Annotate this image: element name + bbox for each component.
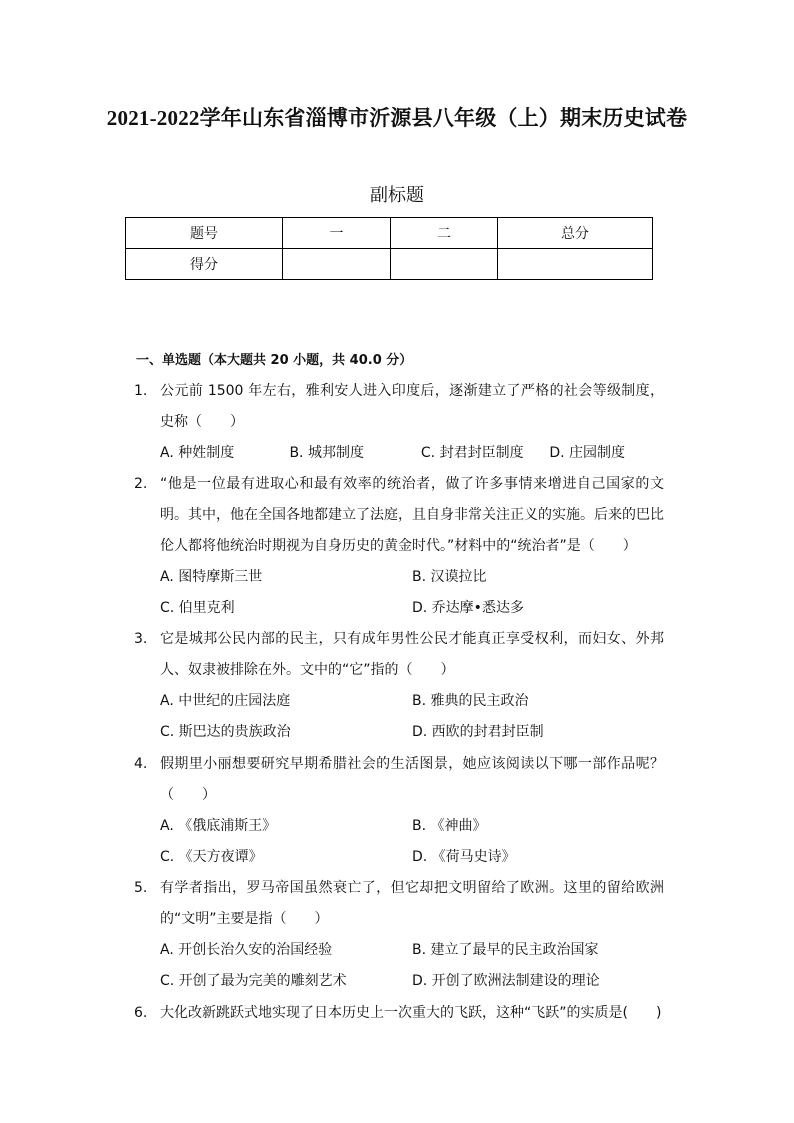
options-row bbox=[160, 717, 664, 748]
table-row bbox=[126, 249, 653, 280]
question-number: 3. bbox=[134, 631, 148, 647]
options-row bbox=[160, 686, 664, 717]
table-cell: 一 bbox=[283, 218, 391, 249]
table-cell: 二 bbox=[391, 218, 498, 249]
question-2 bbox=[134, 469, 664, 624]
question-6 bbox=[134, 998, 664, 1029]
option-a[interactable]: A. 种姓制度 bbox=[160, 445, 235, 461]
score-cell bbox=[391, 249, 498, 280]
option-c[interactable]: C. 封君封臣制度 bbox=[420, 445, 524, 461]
option-d[interactable]: D. 西欧的封君封臣制 bbox=[412, 724, 544, 740]
table-cell: 总分 bbox=[498, 218, 653, 249]
option-b[interactable]: B. 《神曲》 bbox=[412, 818, 487, 834]
table-row bbox=[126, 218, 653, 249]
question-number: 4. bbox=[134, 756, 148, 772]
options-row bbox=[160, 811, 664, 842]
score-cell bbox=[498, 249, 653, 280]
question-number: 2. bbox=[134, 476, 148, 492]
score-table bbox=[125, 217, 653, 280]
option-a[interactable]: A. 中世纪的庄园法庭 bbox=[160, 693, 291, 709]
option-a[interactable]: A. 开创长治久安的治国经验 bbox=[160, 942, 333, 958]
option-c[interactable]: C. 开创了最为完美的雕刻艺术 bbox=[160, 973, 347, 989]
options-row bbox=[160, 438, 664, 469]
question-text: 假期里小丽想要研究早期希腊社会的生活图景，她应该阅读以下哪一部作品呢？（ ） bbox=[160, 756, 664, 803]
question-text: “他是一位最有进取心和最有效率的统治者，做了许多事情来增进自己国家的文明。其中，他在全国各地都建立了法庭，且自身非常关注正义的实施。后来的巴比伦人都将他统治时期视为自身历史的黄金时代。”材料中的“统治者”是（ ） bbox=[160, 476, 664, 554]
page-title: 2021-2022学年山东省淄博市沂源县八年级（上）期末历史试卷 bbox=[106, 106, 688, 130]
option-a[interactable]: A. 图特摩斯三世 bbox=[160, 569, 263, 585]
options-row bbox=[160, 562, 664, 593]
options-row bbox=[160, 935, 664, 966]
option-a[interactable]: A. 《俄底浦斯王》 bbox=[160, 818, 277, 834]
section-heading: 一、单选题（本大题共 20 小题，共 40.0 分） bbox=[136, 353, 413, 368]
table-cell: 题号 bbox=[126, 218, 283, 249]
table-cell: 得分 bbox=[126, 249, 283, 280]
question-4 bbox=[134, 749, 664, 873]
question-3 bbox=[134, 624, 664, 748]
option-b[interactable]: B. 汉谟拉比 bbox=[412, 569, 487, 585]
question-number: 6. bbox=[134, 1005, 148, 1021]
options-row bbox=[160, 842, 664, 873]
option-b[interactable]: B. 城邦制度 bbox=[289, 445, 364, 461]
question-text: 大化改新跳跃式地实现了日本历史上一次重大的飞跃，这种“飞跃”的实质是( ) bbox=[160, 1005, 662, 1021]
score-cell bbox=[283, 249, 391, 280]
question-1 bbox=[134, 376, 664, 469]
question-text: 公元前 1500 年左右，雅利安人进入印度后，逐渐建立了严格的社会等级制度，史称（ ） bbox=[160, 383, 664, 430]
option-d[interactable]: D. 庄园制度 bbox=[549, 445, 626, 461]
question-5 bbox=[134, 873, 664, 997]
option-d[interactable]: D. 《荷马史诗》 bbox=[412, 849, 516, 865]
option-d[interactable]: D. 乔达摩•悉达多 bbox=[412, 600, 524, 616]
question-number: 5. bbox=[134, 880, 148, 896]
option-d[interactable]: D. 开创了欧洲法制建设的理论 bbox=[412, 973, 600, 989]
option-c[interactable]: C. 斯巴达的贵族政治 bbox=[160, 724, 291, 740]
option-b[interactable]: B. 雅典的民主政治 bbox=[412, 693, 529, 709]
option-c[interactable]: C. 伯里克利 bbox=[160, 600, 235, 616]
options-row bbox=[160, 966, 664, 997]
options-row bbox=[160, 593, 664, 624]
question-number: 1. bbox=[134, 383, 148, 399]
option-c[interactable]: C. 《天方夜谭》 bbox=[160, 849, 263, 865]
option-b[interactable]: B. 建立了最早的民主政治国家 bbox=[412, 942, 599, 958]
question-text: 有学者指出，罗马帝国虽然衰亡了，但它却把文明留给了欧洲。这里的留给欧洲的“文明”主要是指（ ） bbox=[160, 880, 664, 927]
question-text: 它是城邦公民内部的民主，只有成年男性公民才能真正享受权利，而妇女、外邦人、奴隶被排除在外。文中的“它”指的（ ） bbox=[160, 631, 664, 678]
page-subtitle: 副标题 bbox=[370, 185, 424, 206]
